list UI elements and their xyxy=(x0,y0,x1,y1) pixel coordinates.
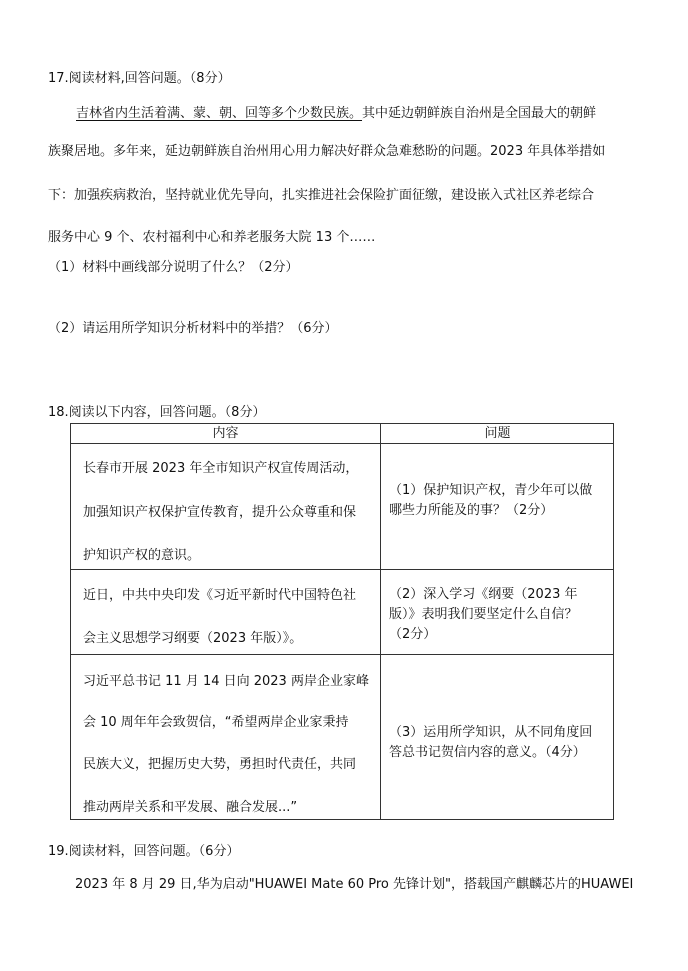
question-line: 答总书记贺信内容的意义。（4分） xyxy=(389,745,586,760)
content-line: 会 10 周年年会致贺信，“希望两岸企业家秉持 xyxy=(83,715,349,730)
question-line: （2分） xyxy=(389,627,437,642)
content-line: 近日，中共中央印发《习近平新时代中国特色社 xyxy=(83,588,357,603)
question-17-material xyxy=(48,100,643,250)
question-line: （3）运用所学知识，从不同角度回 xyxy=(389,725,593,740)
content-line: 护知识产权的意识。 xyxy=(83,548,201,563)
question-line: （1）保护知识产权，青少年可以做 xyxy=(389,483,593,498)
content-line: 加强知识产权保护宣传教育，提升公众尊重和保 xyxy=(83,505,357,520)
content-line: 民族大义，把握历史大势，勇担时代责任，共同 xyxy=(83,757,357,772)
question-17-sub-1: （1）材料中画线部分说明了什么？（2分） xyxy=(48,260,299,275)
table-divider xyxy=(380,424,381,819)
question-line: 版）》表明我们要坚定什么自信？ xyxy=(389,607,578,622)
underlined-text: 吉林省内生活着满、蒙、朝、回等多个少数民族。 xyxy=(76,106,363,121)
material-line-2: 族聚居地。多年来，延边朝鲜族自治州用心用力解决好群众急难愁盼的问题。2023 年具体举措如 xyxy=(48,144,606,159)
question-17-sub-2: （2）请运用所学知识分析材料中的举措？（6分） xyxy=(48,321,338,336)
question-18-heading: 18.阅读以下内容，回答问题。（8分） xyxy=(48,405,266,420)
content-line: 推动两岸关系和平发展、融合发展...” xyxy=(83,800,298,815)
column-header-content: 内容 xyxy=(212,426,239,441)
content-line: 习近平总书记 11 月 14 日向 2023 两岸企业家峰 xyxy=(83,674,369,689)
table-divider xyxy=(71,654,613,655)
table-divider xyxy=(71,443,613,444)
column-header-question: 问题 xyxy=(484,426,511,441)
content-line: 长春市开展 2023 年全市知识产权宣传周活动， xyxy=(83,461,359,476)
question-18-table xyxy=(70,423,614,820)
table-divider xyxy=(71,569,613,570)
material-line-3: 下：加强疾病救治，坚持就业优先导向，扎实推进社会保险扩面征缴，建设嵌入式社区养老综合 xyxy=(48,188,595,203)
material-line-1 xyxy=(76,102,596,121)
material-line-4: 服务中心 9 个、农村福利中心和养老服务大院 13 个…… xyxy=(48,230,376,245)
content-line: 会主义思想学习纲要（2023 年版）》。 xyxy=(83,631,303,646)
material-text: 其中延边朝鲜族自治州是全国最大的朝鲜 xyxy=(362,106,597,121)
question-19-material-line-1: 2023 年 8 月 29 日,华为启动"HUAWEI Mate 60 Pro 先锋计划"，搭载国产麒麟芯片的HUAWEI xyxy=(75,877,634,892)
question-line: （2）深入学习《纲要（2023 年 xyxy=(389,587,578,602)
question-19-heading: 19.阅读材料，回答问题。（6分） xyxy=(48,844,240,859)
question-17-heading: 17.阅读材料,回答问题。（8分） xyxy=(48,71,231,86)
question-line: 哪些力所能及的事？（2分） xyxy=(389,503,554,518)
